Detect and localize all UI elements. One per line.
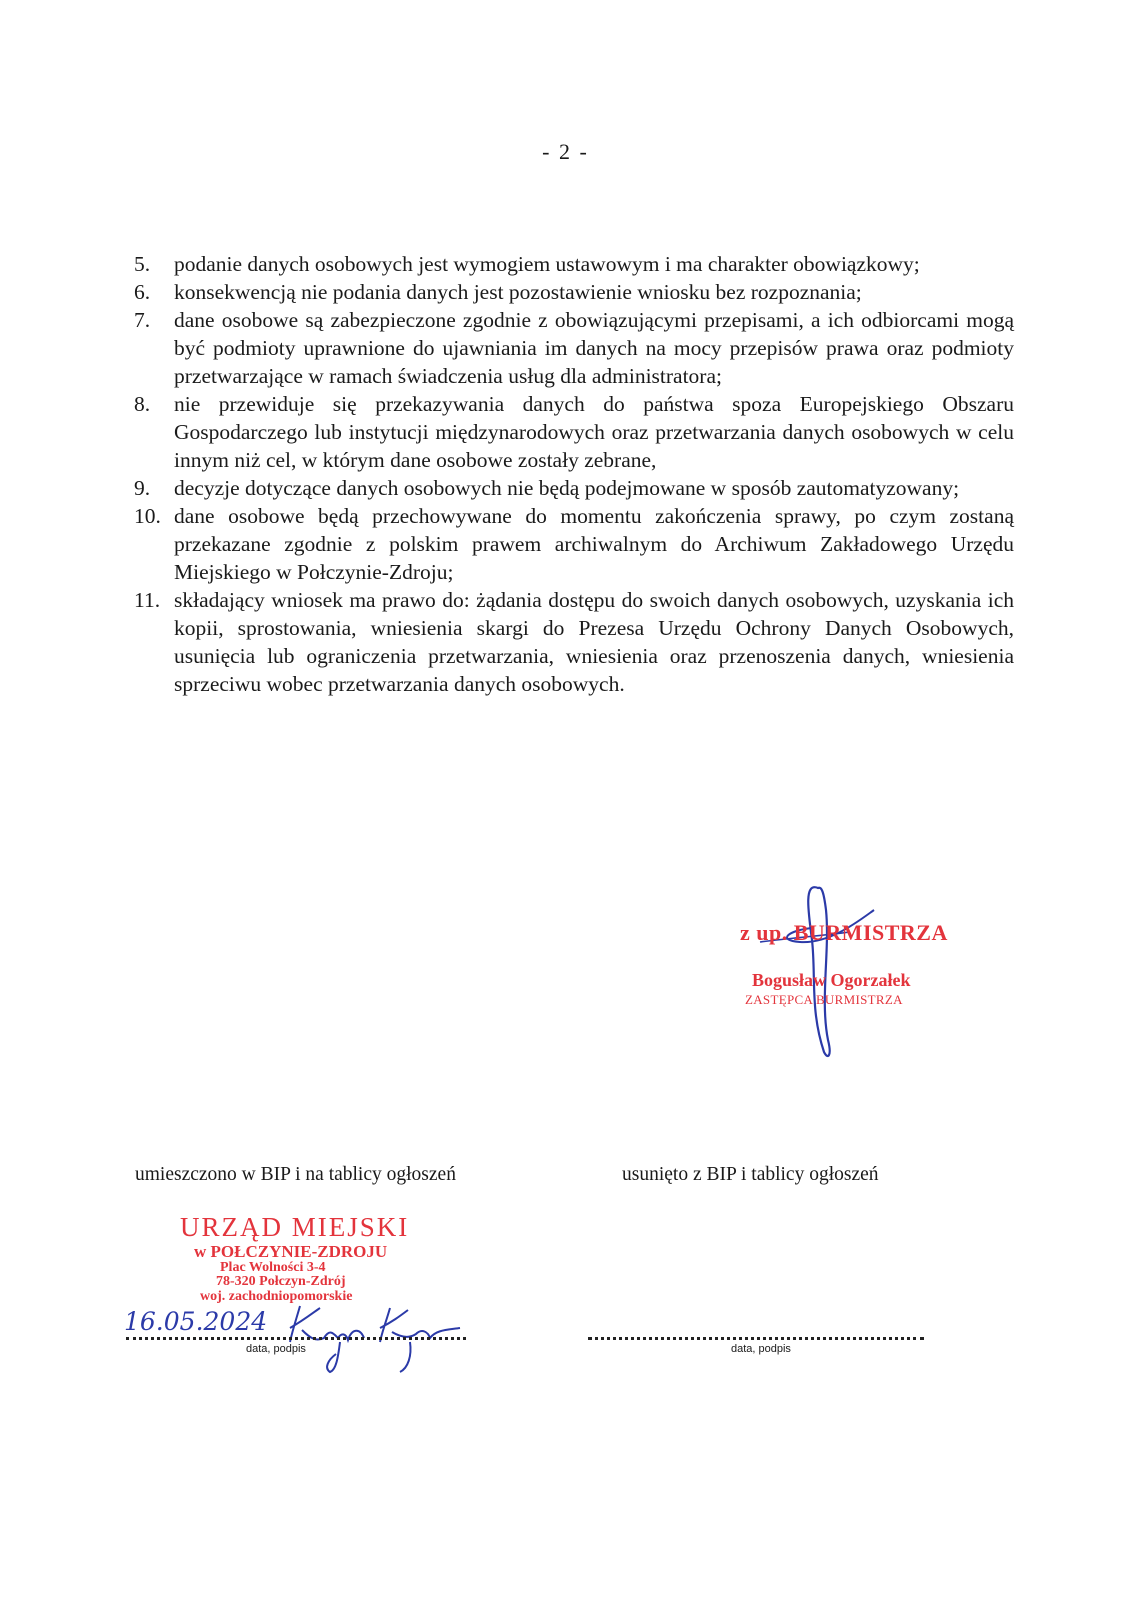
list-item-text: podanie danych osobowych jest wymogiem ustawowym i ma charakter obowiązkowy; (174, 252, 920, 276)
page-number: - 2 - (542, 139, 589, 164)
stamp-line: w POŁCZYNIE-ZDROJU (194, 1242, 388, 1261)
handwritten-date: 16.05.2024 (124, 1307, 268, 1336)
signature-title: ZASTĘPCA BURMISTRZA (745, 992, 903, 1007)
list-item-number: 6. (134, 280, 151, 304)
list-item-text: dane osobowe będą przechowywane do momentu zakończenia sprawy, po czym zostaną przekazane zgodnie z polskim prawem archiwalnym do Archiwum Zakładowego Urzędu Miejskiego w Połczynie-Zdroju; (174, 504, 1014, 584)
signature-authority: z up. BURMISTRZA (740, 920, 948, 945)
stamp-line: woj. zachodniopomorskie (200, 1289, 353, 1304)
list-item (134, 306, 1014, 390)
list-item-number: 8. (134, 392, 151, 416)
stamp-line: 78-320 Połczyn-Zdrój (216, 1274, 346, 1289)
list-item-text: dane osobowe są zabezpieczone zgodnie z obowiązującymi przepisami, a ich odbiorcami mogą być podmioty uprawnione do ujawniania im danych na mocy przepisów prawa oraz podmioty przetwarzające w ramach świadczenia usług dla administratora; (174, 308, 1014, 388)
list-item-number: 11. (134, 588, 161, 612)
list-item-text: konsekwencją nie podania danych jest pozostawienie wniosku bez rozpoznania; (174, 280, 862, 304)
stamp-line: Plac Wolności 3-4 (220, 1260, 326, 1275)
list-item (134, 250, 1014, 278)
list-item (134, 390, 1014, 474)
signature-line-right (588, 1337, 924, 1340)
list-item (134, 502, 1014, 586)
list-item (134, 278, 1014, 306)
stamp-line: URZĄD MIEJSKI (180, 1212, 410, 1242)
list-item (134, 586, 1014, 698)
list-item-text: decyzje dotyczące danych osobowych nie będą podejmowane w sposób zautomatyzowany; (174, 476, 960, 500)
list-item-number: 10. (134, 504, 161, 528)
list-item-number: 7. (134, 308, 151, 332)
list-item (134, 474, 1014, 502)
list-item-number: 9. (134, 476, 151, 500)
signature-block (700, 880, 980, 1080)
list-item-number: 5. (134, 252, 151, 276)
removed-label: usunięto z BIP i tablicy ogłoszeń (622, 1164, 879, 1185)
date-signature-caption-right: data, podpis (731, 1343, 791, 1355)
date-signature-caption-left: data, podpis (246, 1343, 306, 1355)
posted-label: umieszczono w BIP i na tablicy ogłoszeń (135, 1164, 456, 1185)
list-item-text: składający wniosek ma prawo do: żądania dostępu do swoich danych osobowych, uzyskania ich kopii, sprostowania, wniesienia skargi do Prezesa Urzędu Ochrony Danych Osobowych, usunięcia lub ograniczenia przetwarzania, wniesienia oraz przenoszenia danych, wniesienia sprzeciwu wobec przetwarzania danych osobowych. (174, 588, 1014, 696)
data-protection-list (134, 250, 1014, 698)
signature-name: Bogusław Ogorzałek (752, 970, 911, 990)
list-item-text: nie przewiduje się przekazywania danych do państwa spoza Europejskiego Obszaru Gospodarczego lub instytucji międzynarodowych oraz przetwarzania danych osobowych w celu innym niż cel, w którym dane osobowe zostały zebrane, (174, 392, 1014, 472)
signature-line-left (126, 1337, 466, 1340)
